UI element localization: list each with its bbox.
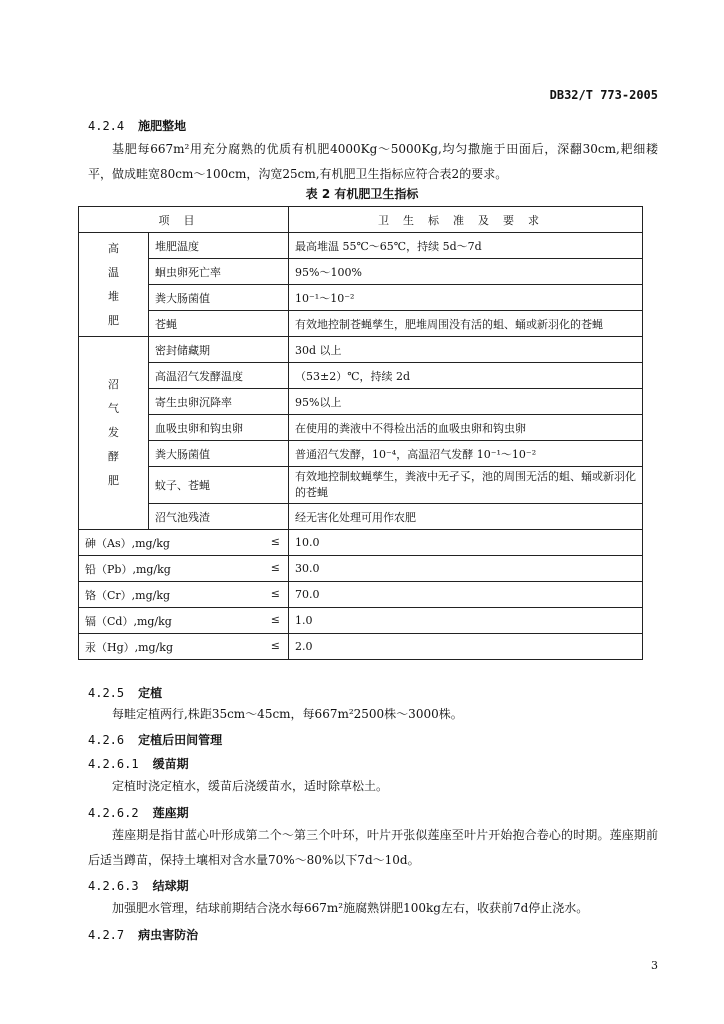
- row-item: 苍蝇: [149, 311, 289, 337]
- metal-item-cell: [79, 634, 289, 660]
- metal-item-cell: [79, 608, 289, 634]
- metal-item-cell: [79, 582, 289, 608]
- heading-4-2-6: [88, 731, 222, 748]
- page-number: 3: [651, 959, 658, 972]
- section-number: 4.2.6.1: [88, 757, 139, 771]
- row-requirement: 95%以上: [289, 389, 643, 415]
- heading-4-2-6-3: [88, 877, 189, 894]
- row-item: 寄生虫卵沉降率: [149, 389, 289, 415]
- row-item: 镉（Cd）,mg/kg: [85, 614, 172, 628]
- le-symbol: ≤: [270, 638, 280, 652]
- paragraph-4-2-6-3: 加强肥水管理，结球前期结合浇水每667m²施腐熟饼肥100kg左右，收获前7d停止浇水。: [112, 901, 589, 915]
- section-title: 定植后田间管理: [138, 733, 223, 747]
- row-requirement: 30.0: [289, 556, 643, 582]
- row-item: 粪大肠菌值: [149, 441, 289, 467]
- section-number: 4.2.6: [88, 733, 125, 747]
- group-label-compost: 高 温 堆 肥: [79, 233, 149, 337]
- table-row: [79, 441, 643, 467]
- section-title: 缓苗期: [152, 757, 189, 771]
- row-requirement: 30d 以上: [289, 337, 643, 363]
- row-item: 蛔虫卵死亡率: [149, 259, 289, 285]
- table-row: [79, 259, 643, 285]
- document-code: DB32/T 773-2005: [549, 88, 658, 102]
- row-requirement: 1.0: [289, 608, 643, 634]
- table-row: [79, 389, 643, 415]
- header-item: 项目: [79, 207, 289, 233]
- table-row: [79, 233, 643, 259]
- row-item: 铅（Pb）,mg/kg: [85, 562, 171, 576]
- le-symbol: ≤: [270, 560, 280, 574]
- section-number: 4.2.7: [88, 928, 125, 942]
- group-label-biogas: 沼 气 发 酵 肥: [79, 337, 149, 530]
- heading-4-2-6-2: [88, 804, 189, 821]
- table-row: [79, 285, 643, 311]
- le-symbol: ≤: [270, 586, 280, 600]
- paragraph-4-2-4: 基肥每667m²用充分腐熟的优质有机肥4000Kg～5000Kg,均匀撒施于田面后，深翻30cm,耙细耧平，做成畦宽80cm～100cm，沟宽25cm,有机肥卫生指标应符合表2的要求。: [88, 142, 658, 181]
- metal-item-cell: [79, 556, 289, 582]
- row-item: 汞（Hg）,mg/kg: [85, 640, 174, 654]
- table-row: [79, 530, 643, 556]
- row-item: 沼气池残渣: [149, 504, 289, 530]
- heading-4-2-5: [88, 684, 162, 701]
- paragraph-4-2-6-2: 莲座期是指甘蓝心叶形成第二个～第三个叶环，叶片开张似莲座至叶片开始抱合卷心的时期。莲座期前后适当蹲苗，保持土壤相对含水量70%～80%以下7d～10d。: [88, 828, 658, 867]
- heading-4-2-7: [88, 926, 198, 943]
- row-requirement: 有效地控制蚊蝇孳生，粪液中无孑孓，池的周围无活的蛆、蛹或新羽化的苍蝇: [289, 467, 643, 504]
- table-row: [79, 467, 643, 504]
- hygiene-table: [78, 206, 643, 660]
- heading-4-2-6-1: [88, 755, 189, 772]
- paragraph-4-2-6-1: 定植时浇定植水，缓苗后浇缓苗水，适时除草松土。: [112, 779, 389, 793]
- section-number: 4.2.6.3: [88, 879, 139, 893]
- row-item: 粪大肠菌值: [149, 285, 289, 311]
- header-requirement: 卫生标准及要求: [289, 207, 643, 233]
- row-requirement: 经无害化处理可用作农肥: [289, 504, 643, 530]
- table-row: [79, 634, 643, 660]
- table-caption: 表 2 有机肥卫生指标: [305, 187, 419, 201]
- row-requirement: 有效地控制苍蝇孳生，肥堆周围没有活的蛆、蛹或新羽化的苍蝇: [289, 311, 643, 337]
- table-row: [79, 504, 643, 530]
- table-row: [79, 337, 643, 363]
- row-item: 血吸虫卵和钩虫卵: [149, 415, 289, 441]
- row-requirement: 在使用的粪液中不得检出活的血吸虫卵和钩虫卵: [289, 415, 643, 441]
- row-requirement: （53±2）℃，持续 2d: [289, 363, 643, 389]
- paragraph-4-2-5: 每畦定植两行,株距35cm～45cm，每667m²2500株～3000株。: [112, 707, 463, 721]
- row-item: 铬（Cr）,mg/kg: [85, 588, 171, 602]
- table-row: [79, 363, 643, 389]
- table-row: [79, 608, 643, 634]
- table-row: [79, 582, 643, 608]
- section-title: 病虫害防治: [138, 928, 199, 942]
- row-requirement: 10⁻¹～10⁻²: [289, 285, 643, 311]
- row-requirement: 10.0: [289, 530, 643, 556]
- row-item: 堆肥温度: [149, 233, 289, 259]
- row-item: 高温沼气发酵温度: [149, 363, 289, 389]
- row-requirement: 最高堆温 55℃～65℃，持续 5d～7d: [289, 233, 643, 259]
- section-title: 施肥整地: [138, 119, 187, 133]
- row-requirement: 95%～100%: [289, 259, 643, 285]
- metal-item-cell: [79, 530, 289, 556]
- table-header-row: [79, 207, 643, 233]
- section-title: 莲座期: [152, 806, 189, 820]
- row-requirement: 2.0: [289, 634, 643, 660]
- row-item: 砷（As）,mg/kg: [85, 536, 170, 550]
- table-row: [79, 415, 643, 441]
- table-row: [79, 311, 643, 337]
- le-symbol: ≤: [270, 612, 280, 626]
- le-symbol: ≤: [270, 534, 280, 548]
- section-number: 4.2.6.2: [88, 806, 139, 820]
- section-title: 结球期: [152, 879, 189, 893]
- section-number: 4.2.5: [88, 686, 125, 700]
- heading-4-2-4: [88, 117, 186, 134]
- row-requirement: 普通沼气发酵，10⁻⁴，高温沼气发酵 10⁻¹～10⁻²: [289, 441, 643, 467]
- row-item: 蚊子、苍蝇: [149, 467, 289, 504]
- section-title: 定植: [138, 686, 163, 700]
- section-number: 4.2.4: [88, 119, 125, 133]
- row-requirement: 70.0: [289, 582, 643, 608]
- table-row: [79, 556, 643, 582]
- row-item: 密封储藏期: [149, 337, 289, 363]
